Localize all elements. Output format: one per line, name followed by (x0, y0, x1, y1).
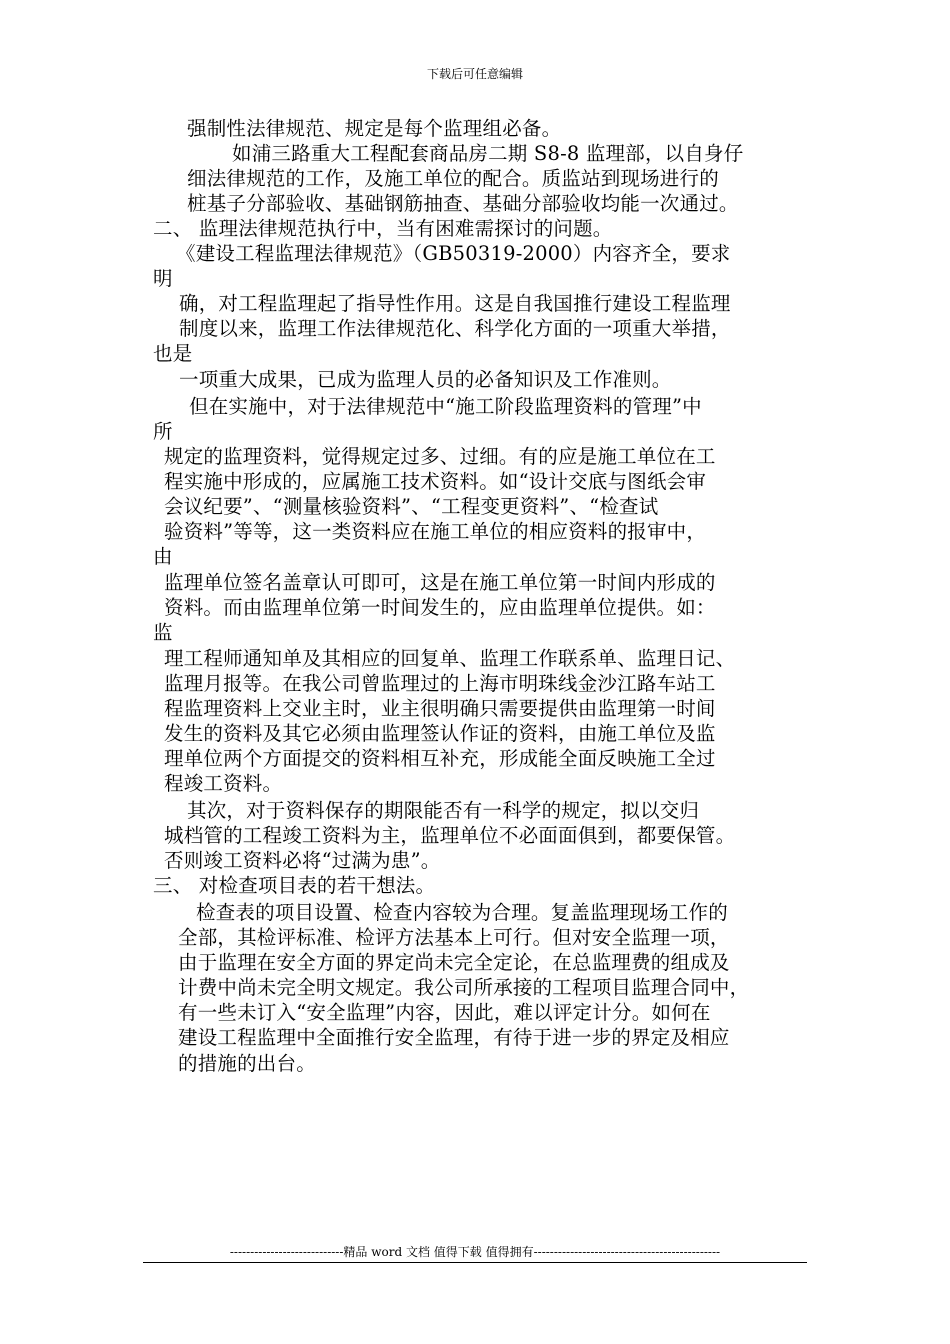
text-line: 《建设工程监理法律规范》（GB50319-2000）内容齐全，要求 (176, 242, 731, 265)
text-line: 验资料”等等，这一类资料应在施工单位的相应资料的报审中， (164, 520, 707, 543)
text-line: 计费中尚未完全明文规定。我公司所承接的工程项目监理合同中， (178, 976, 750, 999)
text-line: 监理月报等。在我公司曾监理过的上海市明珠线金沙江路车站工 (164, 672, 716, 695)
text-line: 会议纪要”、“测量核验资料”、“工程变更资料”、“检查试 (164, 495, 659, 518)
footer-rule (143, 1262, 807, 1263)
text-line: 检查表的项目设置、检查内容较为合理。复盖监理现场工作的 (196, 901, 728, 924)
text-line: 所 (153, 420, 173, 443)
text-line: 程竣工资料。 (164, 772, 283, 795)
text-line: 细法律规范的工作，及施工单位的配合。质监站到现场进行的 (187, 167, 719, 190)
text-line: 全部，其检评标准、检评方法基本上可行。但对安全监理一项， (178, 926, 730, 949)
text-line: 制度以来，监理工作法律规范化、科学化方面的一项重大举措， (179, 317, 731, 340)
section-heading: 三、 对检查项目表的若干想法。 (153, 874, 436, 897)
text-line: 如浦三路重大工程配套商品房二期 S8-8 监理部，以自身仔 (232, 142, 744, 165)
section-heading: 二、 监理法律规范执行中，当有困难需探讨的问题。 (153, 217, 613, 240)
text-line: 确，对工程监理起了指导性作用。这是自我国推行建设工程监理 (179, 292, 731, 315)
text-line: 由 (153, 545, 173, 568)
text-line: 规定的监理资料，觉得规定过多、过细。有的应是施工单位在工 (164, 445, 716, 468)
text-line: 发生的资料及其它必须由监理签认作证的资料，由施工单位及监 (164, 722, 716, 745)
text-line: 建设工程监理中全面推行安全监理，有待于进一步的界定及相应 (178, 1026, 730, 1049)
text-line: 监理单位签名盖章认可即可，这是在施工单位第一时间内形成的 (164, 571, 716, 594)
text-line: 也是 (153, 342, 193, 365)
page-footer: ----------------------------精品 word 文档 值得下载 值得拥有---------------------------------------------- (229, 1245, 721, 1259)
text-line: 城档管的工程竣工资料为主，监理单位不必面面俱到，都要保管。 (164, 824, 736, 847)
page-header: 下载后可任意编辑 (426, 67, 523, 81)
text-line: 桩基子分部验收、基础钢筋抽查、基础分部验收均能一次通过。 (187, 192, 739, 215)
text-line: 监 (153, 621, 173, 644)
text-line: 一项重大成果，已成为监理人员的必备知识及工作准则。 (179, 368, 672, 391)
text-line: 程实施中形成的，应属施工技术资料。如“设计交底与图纸会审 (164, 470, 707, 493)
text-line: 但在实施中，对于法律规范中“施工阶段监理资料的管理”中 (189, 395, 702, 418)
text-line: 强制性法律规范、规定是每个监理组必备。 (187, 117, 562, 140)
text-line: 有一些未订入“安全监理”内容，因此，难以评定计分。如何在 (178, 1001, 711, 1024)
text-line: 资料。而由监理单位第一时间发生的，应由监理单位提供。如： (164, 596, 716, 619)
text-line: 理工程师通知单及其相应的回复单、监理工作联系单、监理日记、 (164, 647, 736, 670)
text-line: 程监理资料上交业主时，业主很明确只需要提供由监理第一时间 (164, 697, 716, 720)
text-line: 否则竣工资料必将“过满为患”。 (164, 849, 441, 872)
text-line: 由于监理在安全方面的界定尚未完全定论，在总监理费的组成及 (178, 951, 730, 974)
text-line: 明 (153, 267, 173, 290)
text-line: 的措施的出台。 (178, 1052, 316, 1075)
text-line: 其次，对于资料保存的期限能否有一科学的规定，拟以交归 (187, 799, 700, 822)
text-line: 理单位两个方面提交的资料相互补充，形成能全面反映施工全过 (164, 747, 716, 770)
